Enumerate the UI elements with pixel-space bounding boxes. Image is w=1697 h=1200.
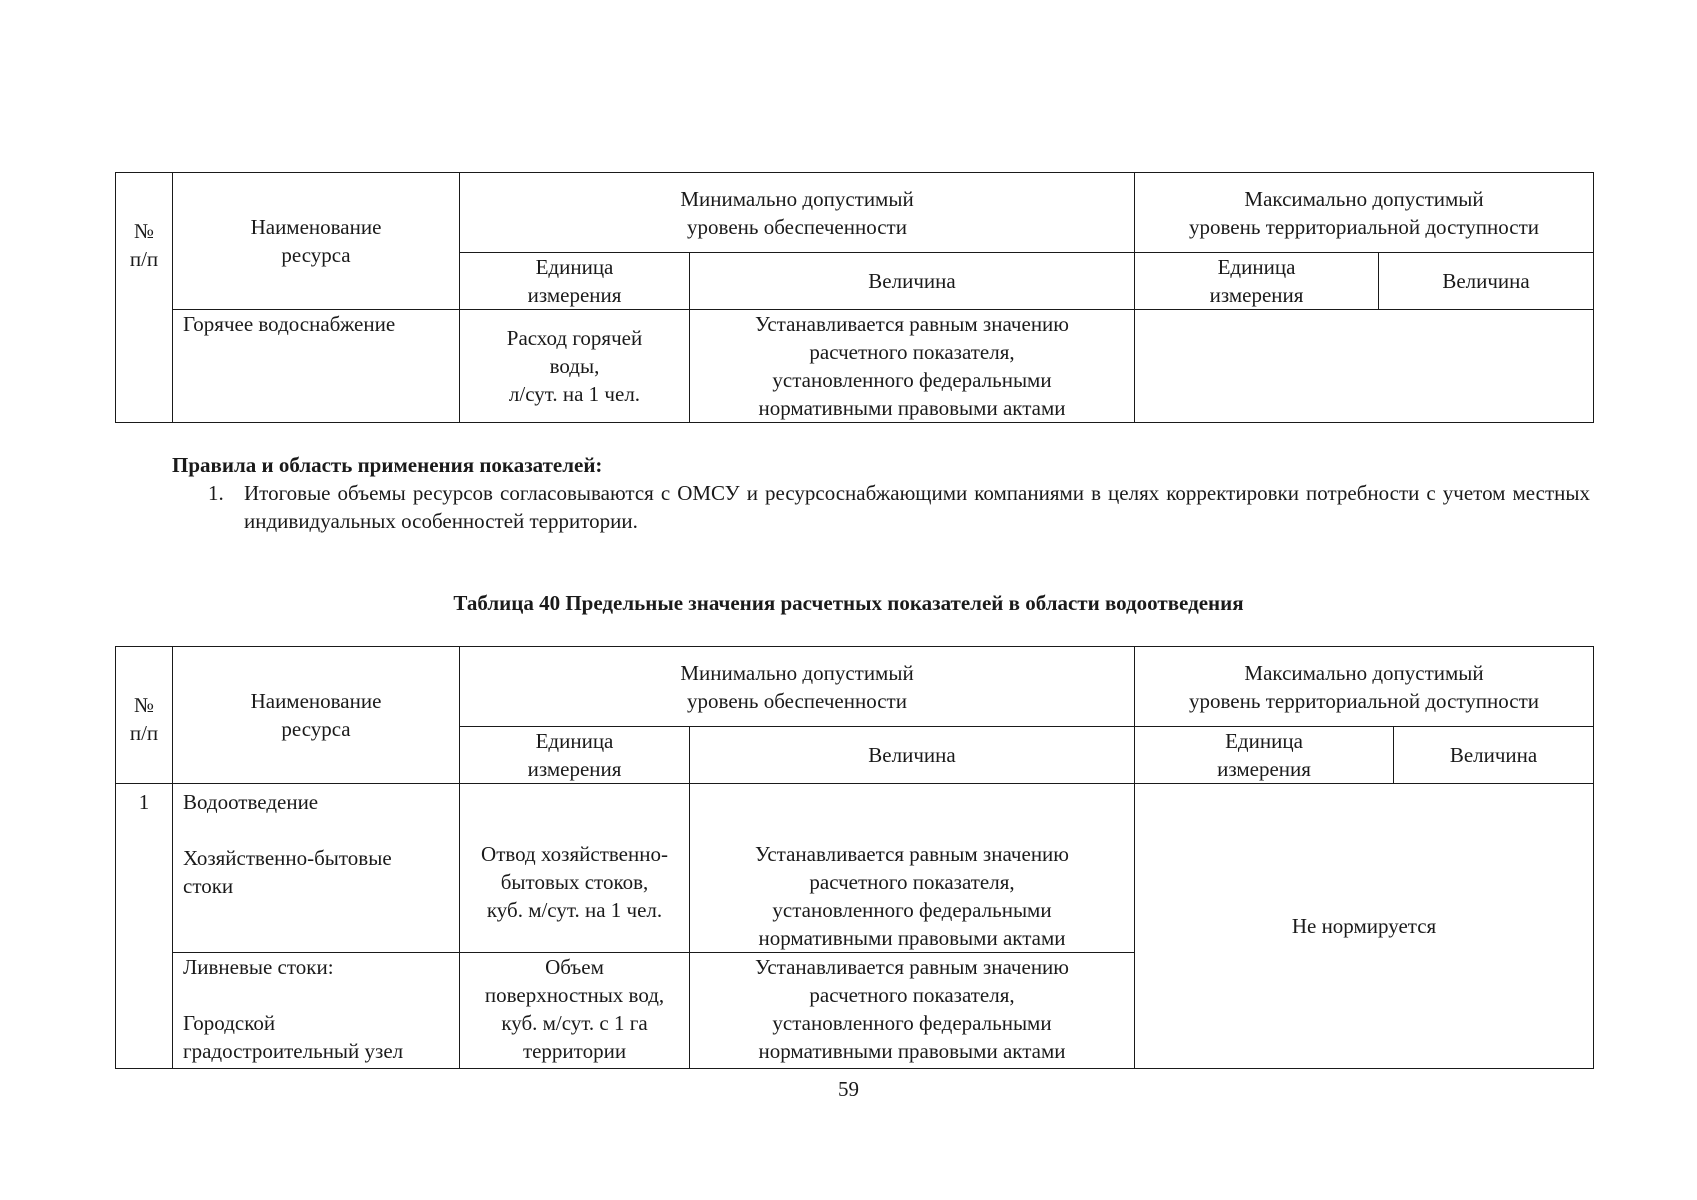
row-value: Устанавливается равным значению расчетного показателя, установленного федеральными нормативными правовыми актами xyxy=(690,953,1135,1069)
header-min-unit: Единица измерения xyxy=(460,253,690,310)
header-max-unit: Единица измерения xyxy=(1135,727,1394,784)
header-min-value: Величина xyxy=(690,727,1135,784)
header-number: № п/п xyxy=(116,173,173,423)
header-min-level: Минимально допустимый уровень обеспеченности xyxy=(460,647,1135,727)
rules-item-number: 1. xyxy=(208,481,224,505)
header-min-level: Минимально допустимый уровень обеспеченности xyxy=(460,173,1135,253)
row-max-empty xyxy=(1135,310,1594,423)
rules-list xyxy=(172,479,1590,535)
header-min-value: Величина xyxy=(690,253,1135,310)
header-max-value: Величина xyxy=(1379,253,1594,310)
row-resource-name: Ливневые стоки: Городской градостроительный узел xyxy=(173,953,460,1069)
header-max-unit: Единица измерения xyxy=(1135,253,1379,310)
row-unit: Объем поверхностных вод, куб. м/сут. с 1 га территории xyxy=(460,953,690,1069)
header-resource-name: Наименование ресурса xyxy=(173,647,460,784)
row-resource-name: Водоотведение Хозяйственно-бытовые стоки xyxy=(173,784,460,953)
header-max-level: Максимально допустимый уровень территориальной доступности xyxy=(1135,173,1594,253)
row-value: Устанавливается равным значению расчетного показателя, установленного федеральными нормативными правовыми актами xyxy=(690,784,1135,953)
row-resource-name: Горячее водоснабжение xyxy=(173,310,460,423)
rules-title: Правила и область применения показателей: xyxy=(172,453,603,477)
table-caption: Таблица 40 Предельные значения расчетных показателей в области водоотведения xyxy=(453,591,1244,615)
wastewater-table xyxy=(115,646,1594,1069)
max-value-note: Не нормируется xyxy=(1135,784,1594,1069)
header-number: № п/п xyxy=(116,647,173,784)
rules-item xyxy=(172,479,1590,535)
row-value: Устанавливается равным значению расчетного показателя, установленного федеральными нормативными правовыми актами xyxy=(690,310,1135,423)
header-resource-name: Наименование ресурса xyxy=(173,173,460,310)
row-unit: Отвод хозяйственно- бытовых стоков, куб. м/сут. на 1 чел. xyxy=(460,784,690,953)
row-number: 1 xyxy=(116,784,173,1069)
header-max-level: Максимально допустимый уровень территориальной доступности xyxy=(1135,647,1594,727)
page-number: 59 xyxy=(838,1077,859,1101)
header-min-unit: Единица измерения xyxy=(460,727,690,784)
water-supply-table xyxy=(115,172,1594,423)
header-max-value: Величина xyxy=(1394,727,1594,784)
row-unit: Расход горячей воды, л/сут. на 1 чел. xyxy=(460,310,690,423)
rules-item-text: Итоговые объемы ресурсов согласовываются с ОМСУ и ресурсоснабжающими компаниями в целях корректировки потребности с учетом местных индивидуальных особенностей территории. xyxy=(244,481,1590,533)
